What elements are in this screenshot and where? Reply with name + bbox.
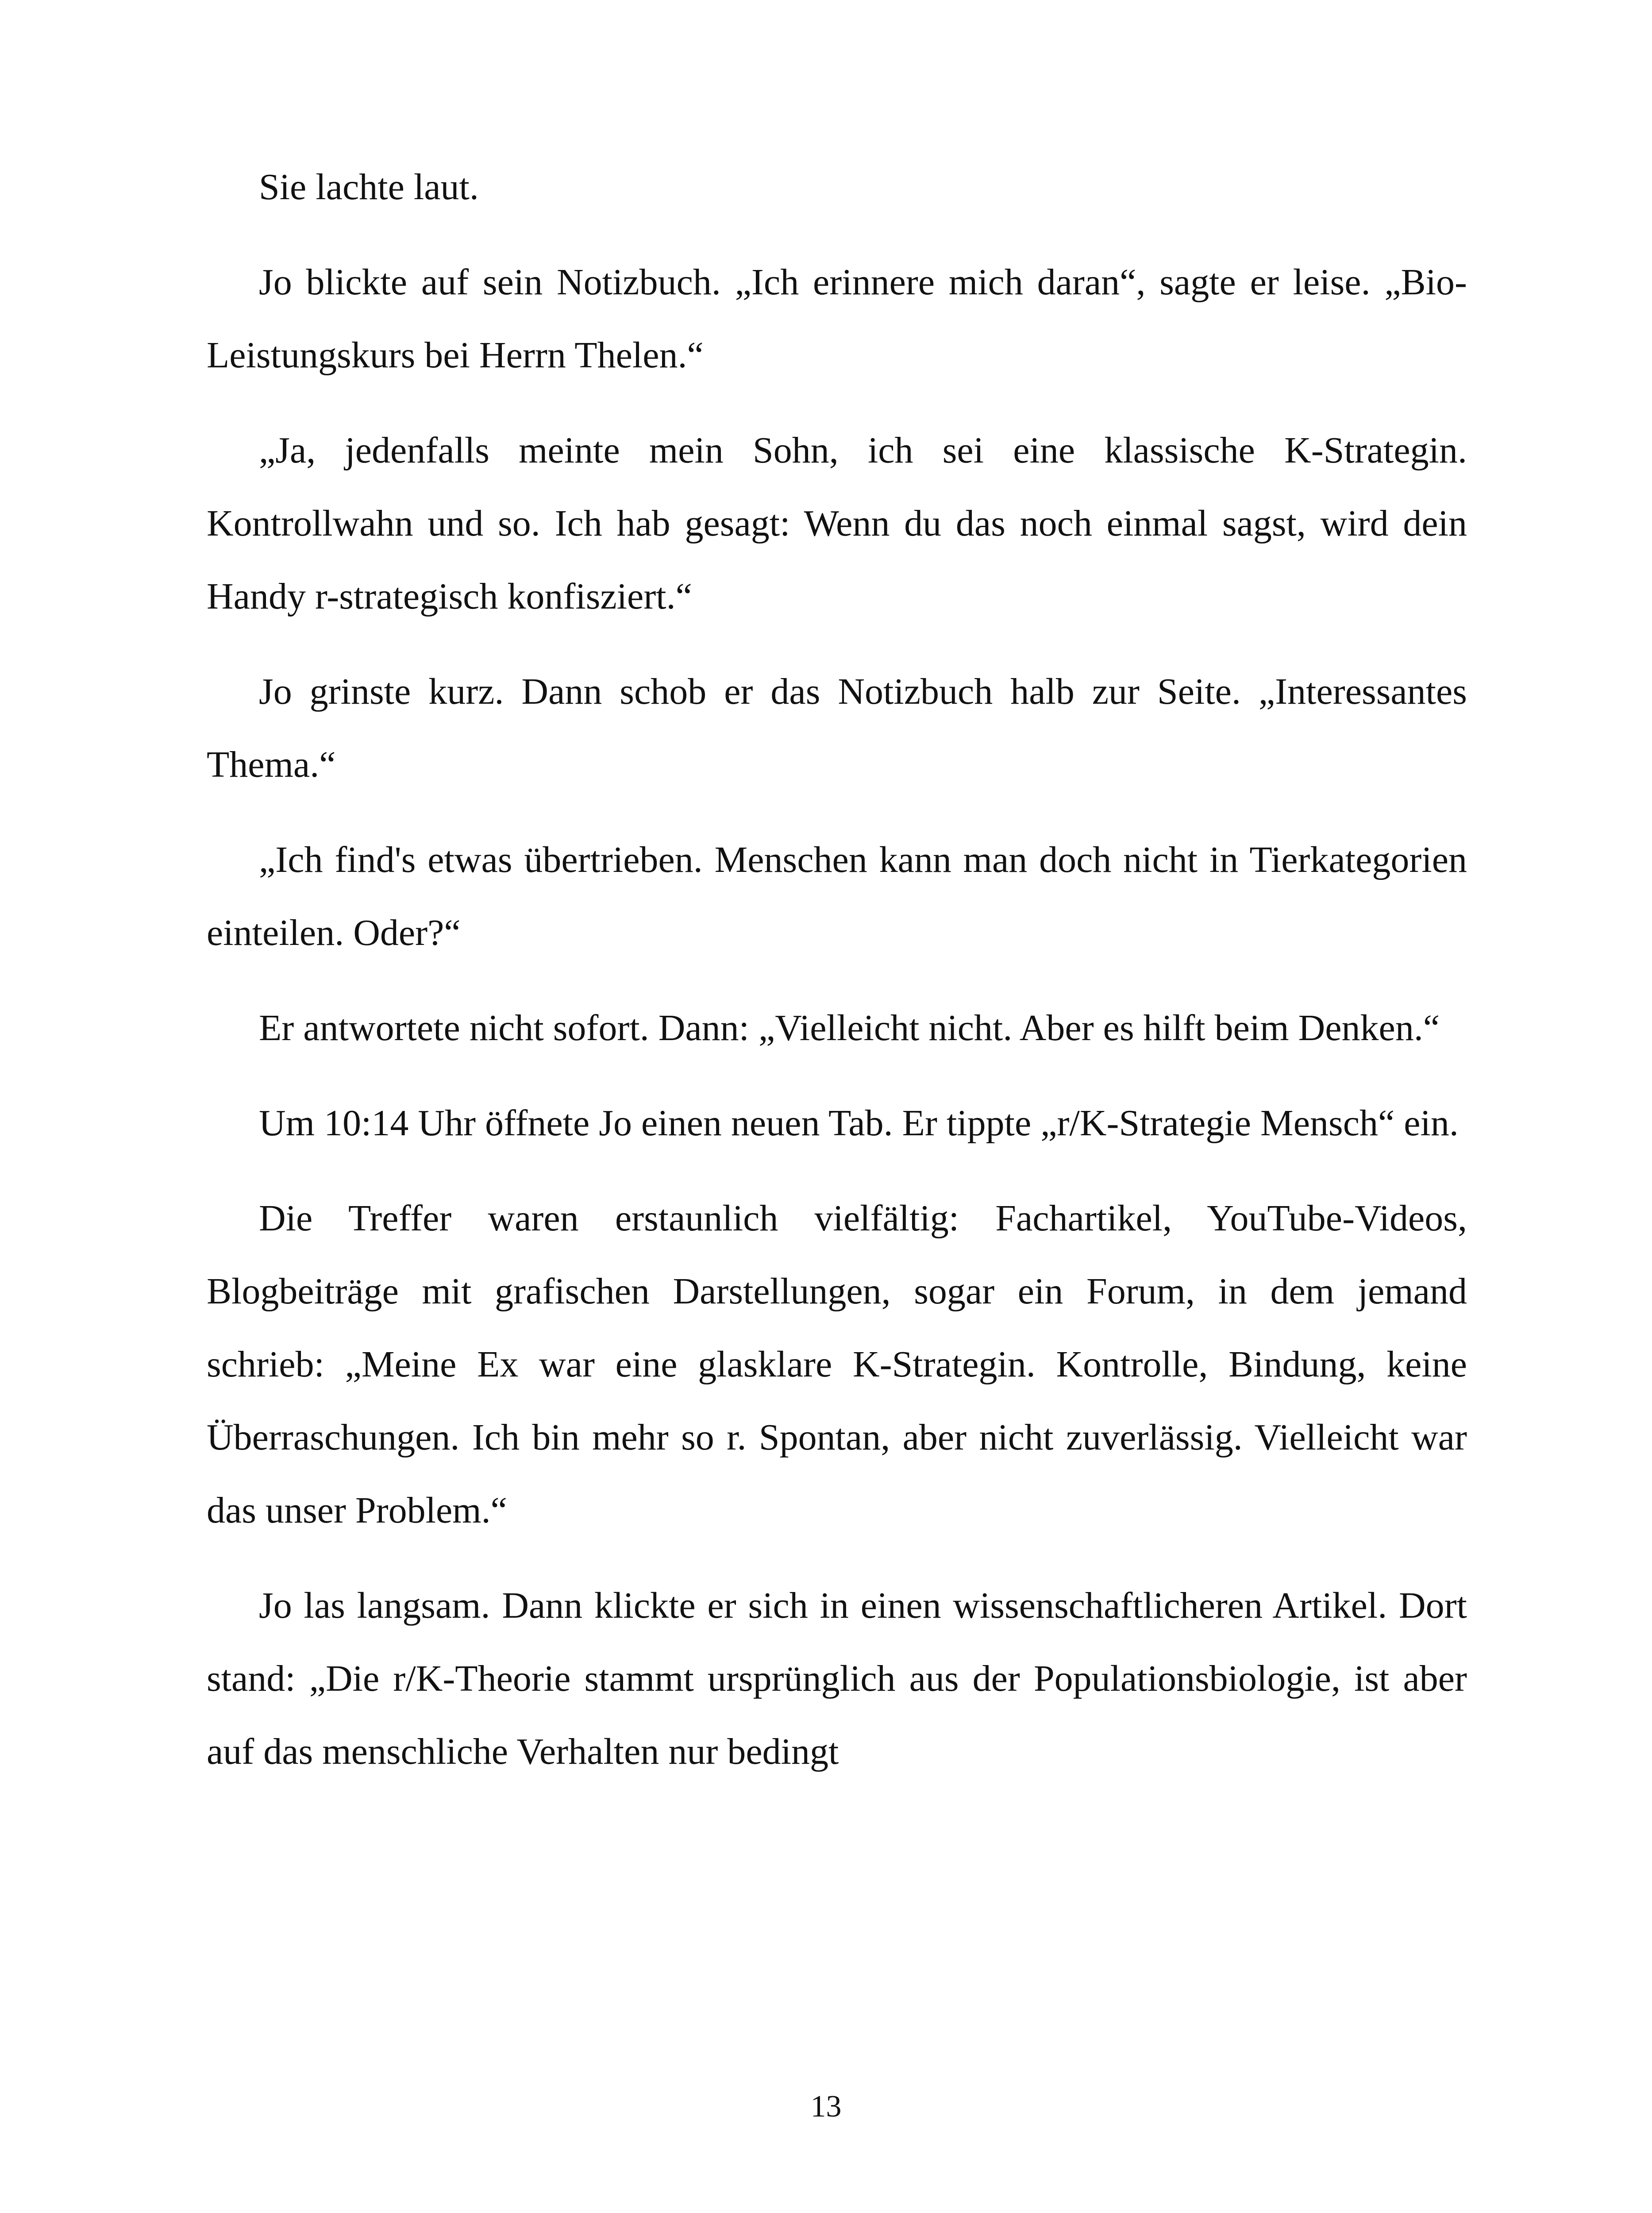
paragraph-2: Jo blickte auf sein Notizbuch. „Ich erinnere mich daran“, sagte er leise. „Bio-Leistungskurs bei Herrn Thelen.“ [207, 262, 1467, 376]
paragraph-1: Sie lachte laut. [259, 166, 479, 208]
body-text [207, 150, 1467, 1810]
paragraph-4: Jo grinste kurz. Dann schob er das Notizbuch halb zur Seite. „Interessantes Thema.“ [207, 671, 1467, 785]
paragraph-3: „Ja, jedenfalls meinte mein Sohn, ich sei eine klassische K-Strategin. Kontrollwahn und so. Ich hab gesagt: Wenn du das noch einmal sagst, wird dein Handy r-strategisch konfisziert.“ [207, 430, 1467, 617]
paragraph-6: Er antwortete nicht sofort. Dann: „Vielleicht nicht. Aber es hilft beim Denken.“ [259, 1007, 1440, 1049]
page-number: 13 [810, 2090, 842, 2124]
paragraph-7: Um 10:14 Uhr öffnete Jo einen neuen Tab. Er tippte „r/K-Strategie Mensch“ ein. [259, 1103, 1459, 1144]
paragraph-5: „Ich find's etwas übertrieben. Menschen kann man doch nicht in Tierkategorien einteilen. Oder?“ [207, 839, 1467, 953]
paragraph-9: Jo las langsam. Dann klickte er sich in einen wissenschaftlicheren Artikel. Dort stand: „Die r/K-Theorie stammt ursprünglich aus der Populationsbiologie, ist aber auf das menschliche Verhalten nur bedingt [207, 1585, 1467, 1772]
paragraph-8: Die Treffer waren erstaunlich vielfältig: Fachartikel, YouTube-Videos, Blogbeiträge mit grafischen Darstellungen, sogar ein Forum, in dem jemand schrieb: „Meine Ex war eine glasklare K-Strategin. Kontrolle, Bindung, keine Überraschungen. Ich bin mehr so r. Spontan, aber nicht zuverlässig. Vielleicht war das unser Problem.“ [207, 1198, 1467, 1531]
